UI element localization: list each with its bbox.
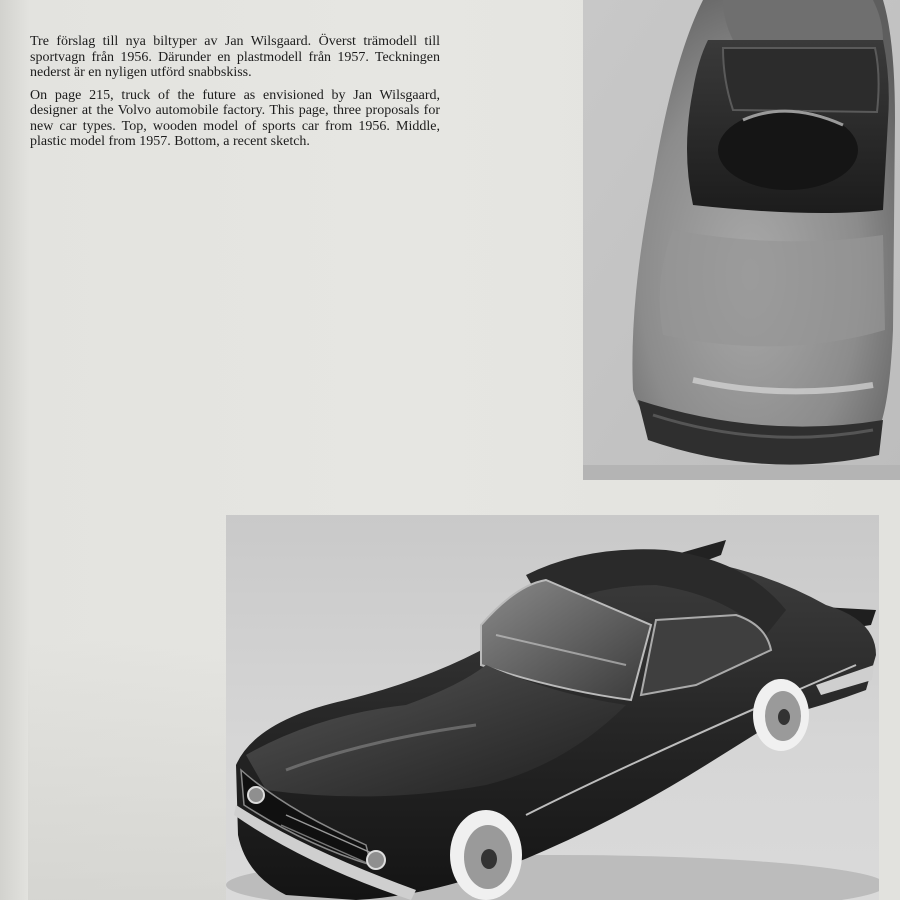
caption-english: On page 215, truck of the future as envisioned by Jan Wilsgaard, designer at the Volvo automobile factory. This page, three proposals for new car types. Top, wooden model of sports car from 1956. Middle, plastic model from 1957. Bottom, a recent sketch. — [30, 87, 440, 149]
page-shadow — [28, 640, 228, 900]
photo-plastic-model — [226, 515, 879, 900]
plastic-model-illustration — [226, 515, 879, 900]
photo-wooden-model — [583, 0, 900, 480]
caption-block — [30, 34, 440, 157]
caption-swedish: Tre förslag till nya biltyper av Jan Wilsgaard. Överst trämodell till sportvagn från 1956. Därunder en plastmodell från 1957. Teckningen nederst är en nyligen utförd snabbskiss. — [30, 34, 440, 80]
wooden-model-illustration — [583, 0, 900, 480]
